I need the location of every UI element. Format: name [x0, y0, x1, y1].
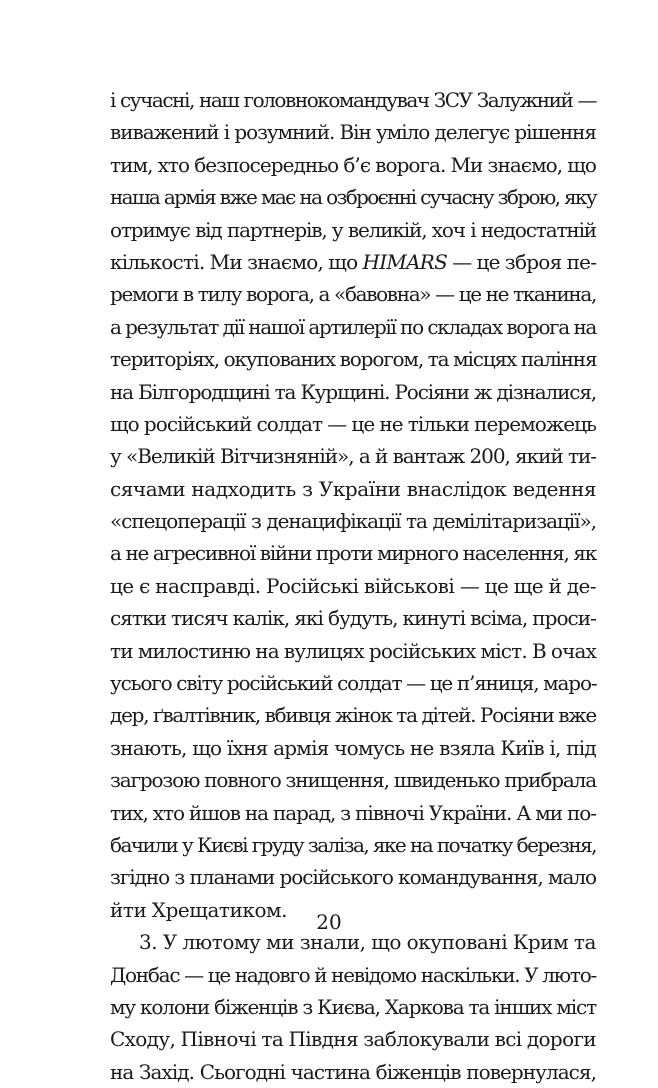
- text-line: усього світу російський солдат — це п’яниця, маро-: [110, 671, 597, 696]
- text-line: тих, хто йшов на парад, з півночі України. А ми по-: [110, 800, 596, 825]
- text-line: це є насправді. Російські військові — це ще й де-: [110, 573, 596, 598]
- text-line: а результат дії нашої артилерії по складах ворога на: [110, 314, 596, 339]
- text-line: ти милостиню на вулицях російських міст. В очах: [110, 638, 596, 663]
- text-line: сятки тисяч калік, які будуть, кинуті всіма, проси-: [110, 606, 596, 631]
- text-line: згідно з планами російського командування, мало: [110, 865, 596, 890]
- text-line: на Захід. Сьогодні частина біженців повернулася,: [110, 1059, 596, 1084]
- text-line: отримує від партнерів, у великій, хоч і недостатній: [110, 217, 596, 242]
- text-line: на Білгородщині та Курщині. Росіяни ж дізналися,: [110, 379, 596, 404]
- text-line: Сходу, Півночі та Півдня заблокували всі дороги: [110, 1027, 596, 1052]
- text-line: виважений і розумний. Він уміло делегує рішення: [110, 120, 596, 145]
- text-line: загрозою повного знищення, швиденько прибрала: [110, 768, 596, 793]
- italic-term: HIMARS: [362, 249, 448, 274]
- text-line: дер, ґвалтівник, вбивця жінок та дітей. Росіяни вже: [110, 703, 596, 728]
- text-line: ремоги в тилу ворога, а «бавовна» — це не тканина,: [110, 282, 596, 307]
- text-line: му колони біженців з Києва, Харкова та інших міст: [110, 994, 596, 1019]
- text-line: «спецоперації з денацифікації та демілітаризації»,: [110, 509, 596, 534]
- text-line: у «Великій Вітчизняній», а й вантаж 200, який ти-: [110, 444, 596, 469]
- text-line: кількості. Ми знаємо, що HIMARS — це зброя пе-: [110, 249, 597, 274]
- text-line: Донбас — це надовго й невідомо наскільки. У люто-: [110, 962, 596, 987]
- text-line: сячами надходить з України внаслідок ведення: [110, 476, 596, 501]
- text-line: йти Хрещатиком.: [110, 897, 288, 922]
- text-line: і сучасні, наш головнокомандувач ЗСУ Залужний —: [110, 88, 596, 112]
- text-line: наша армія вже має на озброєнні сучасну зброю, яку: [110, 185, 596, 210]
- text-line: що російський солдат — це не тільки переможець: [110, 411, 596, 436]
- text-line: територіях, окупованих ворогом, та місцях паління: [110, 347, 597, 372]
- paragraph-2: [110, 926, 596, 1088]
- text-line: 3. У лютому ми знали, що окуповані Крим та: [139, 930, 596, 955]
- page-number: 20: [316, 910, 342, 934]
- text-line: бачили у Києві груду заліза, яке на початку березня,: [110, 832, 596, 857]
- text-line: а не агресивної війни проти мирного населення, як: [110, 541, 596, 566]
- text-line: знають, що їхня армія чомусь не взяла Київ і, під: [110, 735, 596, 760]
- text-line: тим, хто безпосередньо б’є ворога. Ми знаємо, що: [110, 152, 596, 177]
- paragraph-1: [110, 84, 596, 926]
